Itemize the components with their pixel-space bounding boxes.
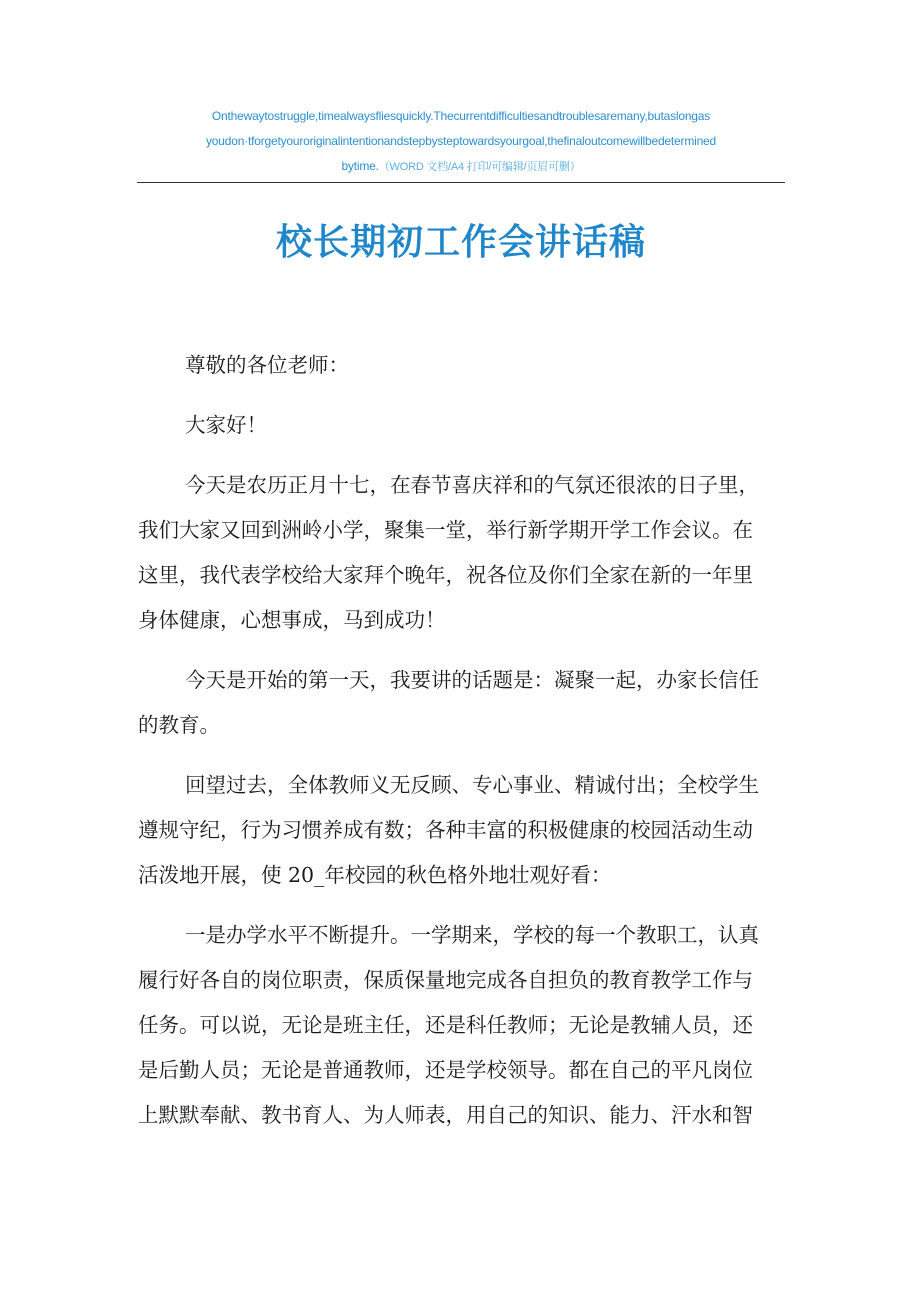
paragraph-line: 今天是开始的第一天，我要讲的话题是：凝聚一起，办家长信任 bbox=[185, 668, 759, 692]
paragraph-line: 活泼地开展，使 20_年校园的秋色格外地壮观好看： bbox=[138, 863, 612, 887]
paragraph-line: 是后勤人员；无论是普通教师，还是学校领导。都在自己的平凡岗位 bbox=[138, 1058, 753, 1082]
paragraph-line: 任务。可以说，无论是班主任，还是科任教师；无论是教辅人员，还 bbox=[138, 1013, 753, 1037]
paragraph-line: 上默默奉献、教书育人、为人师表，用自己的知识、能力、汗水和智 bbox=[138, 1103, 753, 1127]
paragraph-hello bbox=[138, 403, 786, 448]
paragraph-line: 今天是农历正月十七，在春节喜庆祥和的气氛还很浓的日子里， bbox=[185, 473, 759, 497]
paragraph-line: 一是办学水平不断提升。一学期来，学校的每一个教职工，认真 bbox=[185, 923, 759, 947]
paragraph-topic bbox=[138, 658, 786, 748]
paragraph-line: 履行好各自的岗位职责，保质保量地完成各自担负的教育教学工作与 bbox=[138, 968, 753, 992]
paragraph-review bbox=[138, 763, 786, 898]
paragraph-line: 我们大家又回到洲岭小学，聚集一堂，举行新学期开学工作会议。在 bbox=[138, 518, 753, 542]
paragraph-greeting bbox=[138, 343, 786, 388]
header-note: （WORD 文档/A4 打印/可编辑/页眉可删） bbox=[378, 161, 581, 173]
header-line-1: Onthewaytostruggle,timealwaysfliesquickly.Thecurrentdifficultiesandtroublesaremany,butaslongas bbox=[211, 109, 711, 123]
paragraph-line: 身体健康，心想事成，马到成功！ bbox=[138, 608, 446, 632]
header-line-3-text: bytime. bbox=[341, 159, 379, 173]
paragraph-line: 遵规守纪，行为习惯养成有数；各种丰富的积极健康的校园活动生动 bbox=[138, 818, 753, 842]
paragraph-line: 这里，我代表学校给大家拜个晚年，祝各位及你们全家在新的一年里 bbox=[138, 563, 753, 587]
paragraph-line: 大家好！ bbox=[185, 413, 267, 437]
paragraph-opening bbox=[138, 463, 786, 643]
document-title: 校长期初工作会讲话稿 bbox=[275, 222, 646, 263]
header-line-3 bbox=[137, 154, 785, 180]
paragraph-point-one bbox=[138, 913, 786, 1138]
document-body bbox=[138, 343, 786, 1153]
header-line-2: youdon·tforgetyouroriginalintentionandstepbysteptowardsyourgoal,thefinaloutcomewillbedetermined bbox=[206, 134, 716, 148]
paragraph-line: 回望过去，全体教师义无反顾、专心事业、精诚付出；全校学生 bbox=[185, 773, 759, 797]
paragraph-line: 尊敬的各位老师： bbox=[185, 353, 349, 377]
header-divider bbox=[137, 182, 785, 183]
page-header bbox=[137, 104, 785, 180]
paragraph-line: 的教育。 bbox=[138, 713, 220, 737]
